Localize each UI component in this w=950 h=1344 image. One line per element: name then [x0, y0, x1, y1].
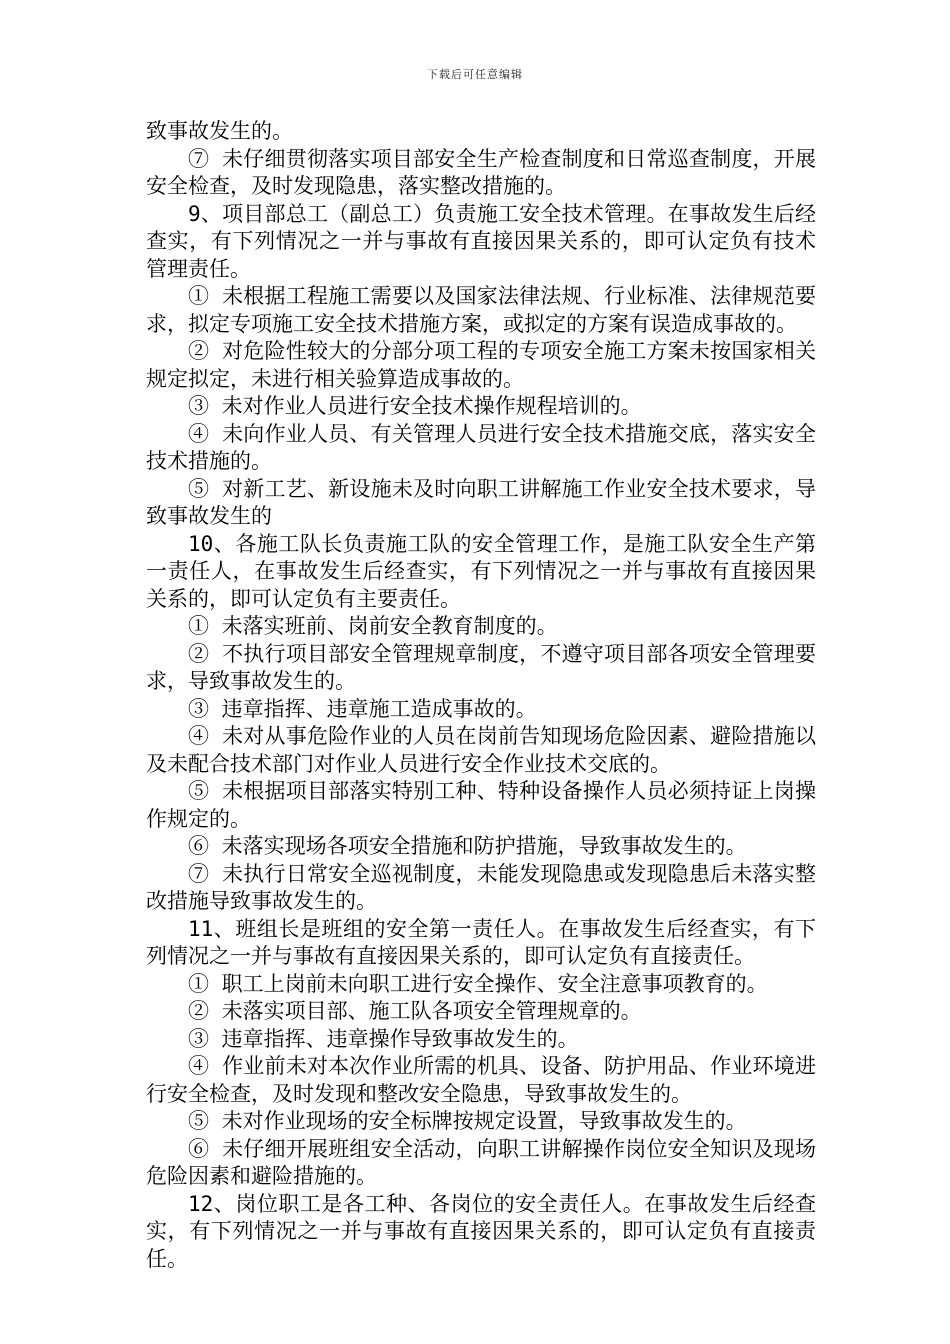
paragraph: ④ 未向作业人员、有关管理人员进行安全技术措施交底，落实安全技术措施的。: [146, 421, 816, 473]
paragraph: 12、岗位职工是各工种、各岗位的安全责任人。在事故发生后经查实，有下列情况之一并与事故有直接因果关系的，即可认定负有直接责任。: [146, 1191, 816, 1271]
paragraph: ③ 未对作业人员进行安全技术操作规程培训的。: [188, 394, 642, 418]
paragraph: ⑦ 未仔细贯彻落实项目部安全生产检查制度和日常巡查制度，开展安全检查，及时发现隐患，落实整改措施的。: [146, 146, 816, 198]
paragraph: 9、项目部总工（副总工）负责施工安全技术管理。在事故发生后经查实，有下列情况之一并与事故有直接因果关系的，即可认定负有技术管理责任。: [146, 201, 816, 281]
paragraph: ① 未落实班前、岗前安全教育制度的。: [188, 614, 558, 638]
paragraph: 11、班组长是班组的安全第一责任人。在事故发生后经查实，有下列情况之一并与事故有直接因果关系的，即可认定负有直接责任。: [146, 916, 816, 968]
paragraph: ⑤ 未对作业现场的安全标牌按规定设置，导致事故发生的。: [188, 1109, 747, 1133]
paragraph: ③ 违章指挥、违章施工造成事故的。: [188, 696, 537, 721]
paragraph: ① 职工上岗前未向职工进行安全操作、安全注意事项教育的。: [188, 971, 768, 996]
paragraph: ⑥ 未仔细开展班组安全活动，向职工讲解操作岗位安全知识及现场危险因素和避险措施的。: [146, 1136, 816, 1188]
paragraph: ⑤ 对新工艺、新设施未及时向职工讲解施工作业安全技术要求，导致事故发生的: [146, 476, 816, 528]
paragraph: ⑥ 未落实现场各项安全措施和防护措施，导致事故发生的。: [188, 834, 747, 858]
paragraph: ⑤ 未根据项目部落实特别工种、特种设备操作人员必须持证上岗操作规定的。: [146, 779, 816, 831]
paragraph: ③ 违章指挥、违章操作导致事故发生的。: [188, 1026, 579, 1051]
paragraph: ② 不执行项目部安全管理规章制度，不遵守项目部各项安全管理要求，导致事故发生的。: [146, 641, 816, 693]
document-body: [146, 118, 816, 1273]
paragraph: ② 对危险性较大的分部分项工程的专项安全施工方案未按国家相关规定拟定，未进行相关验算造成事故的。: [146, 339, 816, 391]
paragraph: ④ 作业前未对本次作业所需的机具、设备、防护用品、作业环境进行安全检查，及时发现和整改安全隐患，导致事故发生的。: [146, 1054, 816, 1106]
paragraph: 10、各施工队长负责施工队的安全管理工作，是施工队安全生产第一责任人，在事故发生后经查实，有下列情况之一并与事故有直接因果关系的，即可认定负有主要责任。: [146, 531, 816, 611]
page-header: 下载后可任意编辑: [427, 68, 523, 81]
paragraph: 致事故发生的。: [146, 119, 293, 143]
paragraph: ④ 未对从事危险作业的人员在岗前告知现场危险因素、避险措施以及未配合技术部门对作业人员进行安全作业技术交底的。: [146, 724, 816, 776]
paragraph: ② 未落实项目部、施工队各项安全管理规章的。: [188, 999, 642, 1023]
paragraph: ① 未根据工程施工需要以及国家法律法规、行业标准、法律规范要求，拟定专项施工安全技术措施方案，或拟定的方案有误造成事故的。: [146, 284, 816, 336]
paragraph: ⑦ 未执行日常安全巡视制度，未能发现隐患或发现隐患后未落实整改措施导致事故发生的。: [146, 861, 816, 913]
